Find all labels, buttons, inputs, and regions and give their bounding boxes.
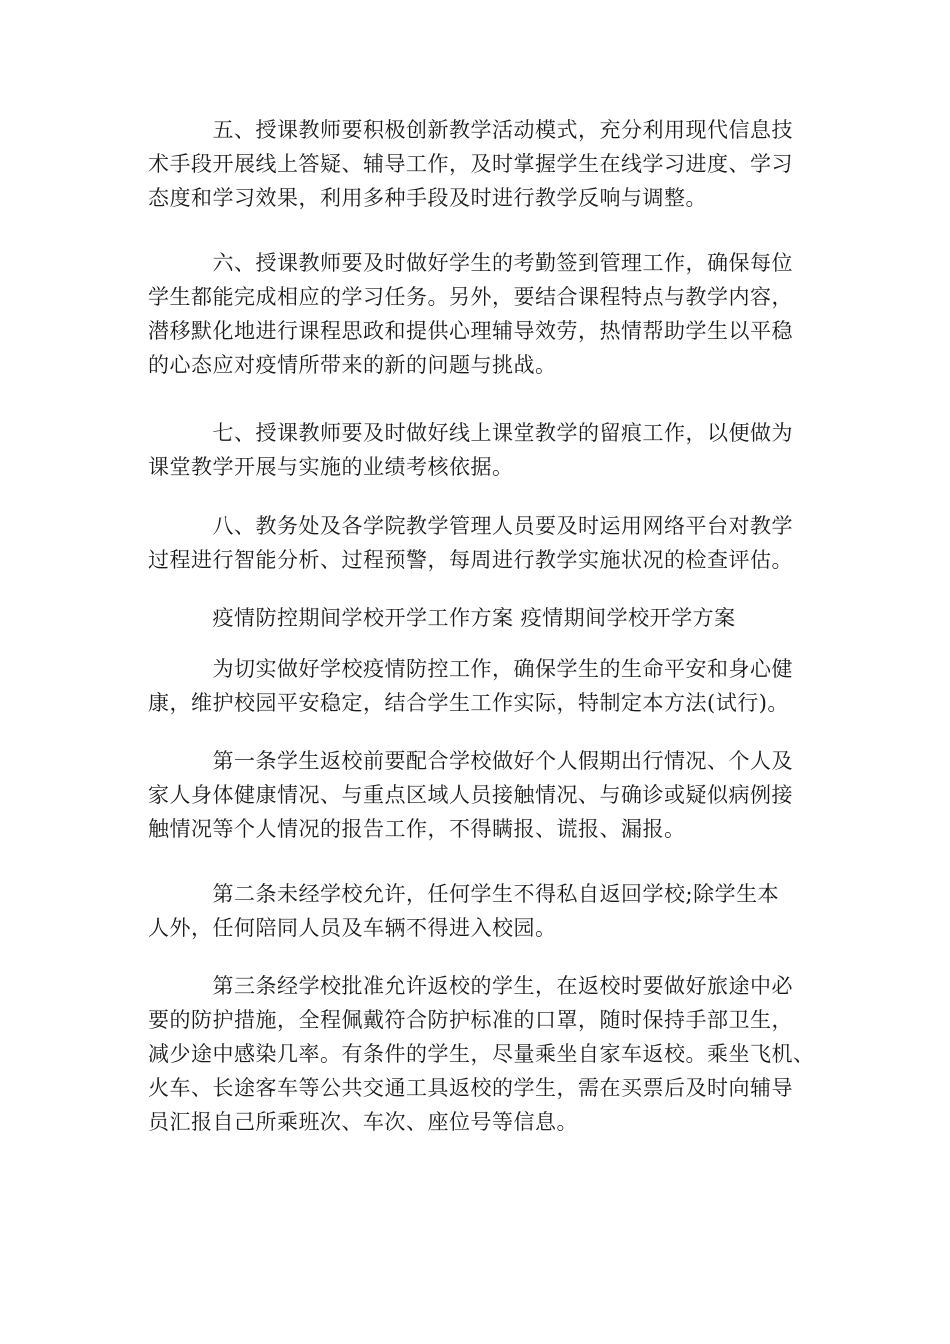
text-line: 七、授课教师要及时做好线上课堂教学的留痕工作，以便做为 xyxy=(148,421,793,445)
text-line: 过程进行智能分析、过程预警，每周进行教学实施状况的检查评估。 xyxy=(148,548,793,572)
paragraph-five xyxy=(148,113,808,215)
article-one xyxy=(148,744,808,846)
text-line: 学生都能完成相应的学习任务。另外，要结合课程特点与教学内容， xyxy=(148,285,793,309)
paragraph-seven xyxy=(148,416,808,484)
text-line: 为切实做好学校疫情防控工作，确保学生的生命平安和身心健 xyxy=(148,657,793,681)
text-line: 第二条未经学校允许，任何学生不得私自返回学校;除学生本 xyxy=(148,882,780,906)
paragraph-intro xyxy=(148,652,808,720)
text-line: 火车、长途客车等公共交通工具返校的学生，需在买票后及时向辅导 xyxy=(148,1076,793,1100)
text-line: 术手段开展线上答疑、辅导工作，及时掌握学生在线学习进度、学习 xyxy=(148,152,793,176)
text-line: 潜移默化地进行课程思政和提供心理辅导效劳，热情帮助学生以平稳 xyxy=(148,319,793,343)
section-title xyxy=(148,601,808,635)
text-line: 五、授课教师要积极创新教学活动模式，充分利用现代信息技 xyxy=(148,118,793,142)
text-line: 减少途中感染几率。有条件的学生，尽量乘坐自家车返校。乘坐飞机、 xyxy=(148,1042,815,1066)
text-line: 六、授课教师要及时做好学生的考勤签到管理工作，确保每位 xyxy=(148,251,793,275)
text-line: 课堂教学开展与实施的业绩考核依据。 xyxy=(148,455,514,479)
text-line: 员汇报自己所乘班次、车次、座位号等信息。 xyxy=(148,1110,578,1134)
paragraph-six xyxy=(148,246,808,382)
text-line: 第一条学生返校前要配合学校做好个人假期出行情况、个人及 xyxy=(148,749,793,773)
text-line: 的心态应对疫情所带来的新的问题与挑战。 xyxy=(148,353,557,377)
text-line: 第三条经学校批准允许返校的学生，在返校时要做好旅途中必 xyxy=(148,974,793,998)
text-line: 家人身体健康情况、与重点区域人员接触情况、与确诊或疑似病例接 xyxy=(148,783,793,807)
text-line: 触情况等个人情况的报告工作，不得瞒报、谎报、漏报。 xyxy=(148,817,686,841)
article-two xyxy=(148,877,808,945)
text-line: 态度和学习效果，利用多种手段及时进行教学反响与调整。 xyxy=(148,186,707,210)
paragraph-eight xyxy=(148,509,808,577)
article-three xyxy=(148,969,815,1139)
text-line: 疫情防控期间学校开学工作方案 疫情期间学校开学方案 xyxy=(148,606,736,630)
text-line: 人外，任何陪同人员及车辆不得进入校园。 xyxy=(148,916,557,940)
text-line: 八、教务处及各学院教学管理人员要及时运用网络平台对教学 xyxy=(148,514,793,538)
text-line: 康，维护校园平安稳定，结合学生工作实际，特制定本方法(试行)。 xyxy=(148,691,789,715)
text-line: 要的防护措施，全程佩戴符合防护标准的口罩，随时保持手部卫生， xyxy=(148,1008,793,1032)
